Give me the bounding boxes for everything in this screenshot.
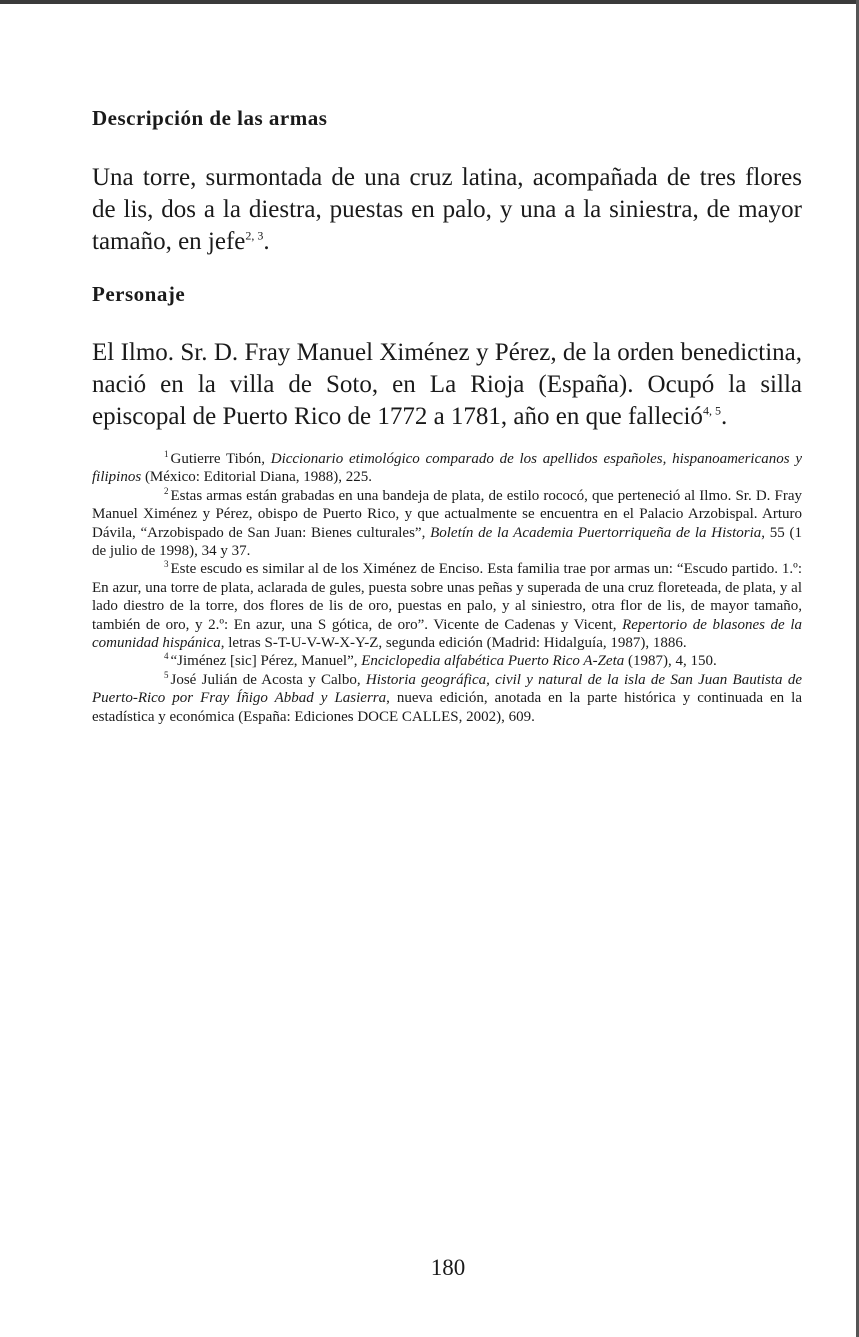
footnote-5 bbox=[92, 671, 802, 726]
footnote-number: 5 bbox=[164, 669, 169, 680]
footnote-text: (1987), 4, 150. bbox=[624, 653, 717, 670]
footnote-text: Este escudo es similar al de los Ximénez de Enciso. Esta familia trae por armas un: “Escudo partido. 1.º: En azur, una torre de plata, aclarada de gules, puesta sobre unas peñas y superada de una cruz floreteada, de plata, y al lado diestro de la torre, dos flores de lis de oro, puestas en palo, y al siniestro, otra flor de lis, de mayor tamaño, también de oro, y 2.º: En azur, una S gótica, de oro”. Vicente de Cadenas y Vicent, bbox=[92, 561, 802, 633]
footnote-number: 3 bbox=[164, 559, 169, 570]
footnote-number: 4 bbox=[164, 651, 169, 662]
description-text: Una torre, surmontada de una cruz latina, acompañada de tres flores de lis, dos a la diestra, puestas en palo, y una a la siniestra, de mayor tamaño, en jefe bbox=[92, 164, 802, 255]
footnote-text: , nueva edición, anotada en la parte histórica y continuada en la estadística y económica (España: Ediciones DOCE CALLES, 2002), 609. bbox=[92, 690, 802, 725]
period: . bbox=[720, 403, 728, 430]
footnote-number: 2 bbox=[164, 485, 169, 496]
footnote-3 bbox=[92, 560, 802, 652]
footnote-text: José Julián de Acosta y Calbo, bbox=[170, 671, 366, 688]
section-heading-personaje: Personaje bbox=[92, 282, 186, 306]
footnote-text: , letras S-T-U-V-W-X-Y-Z, segunda edición (Madrid: Hidalguía, 1987), 1886. bbox=[220, 635, 687, 652]
footnote-ref[interactable]: 2, 3 bbox=[245, 228, 264, 243]
footnote-title: Enciclopedia alfabética Puerto Rico A-Zeta bbox=[361, 653, 625, 670]
personaje-text: El Ilmo. Sr. D. Fray Manuel Ximénez y Pérez, de la orden benedictina, nació en la villa de Soto, en La Rioja (España). Ocupó la silla episcopal de Puerto Rico de 1772 a 1781, año en que falleció bbox=[92, 339, 802, 430]
page-number: 180 bbox=[430, 1255, 466, 1280]
footnote-text: Gutierre Tibón, bbox=[170, 451, 271, 467]
description-paragraph bbox=[92, 162, 802, 258]
footnotes bbox=[92, 450, 802, 726]
footnote-text: (México: Editorial Diana, 1988), 225. bbox=[141, 469, 372, 486]
footnote-ref[interactable]: 4, 5 bbox=[702, 403, 721, 418]
period: . bbox=[263, 228, 270, 255]
top-edge-rule bbox=[0, 0, 859, 4]
footnote-text: Estas armas están grabadas en una bandeja de plata, de estilo rococó, que perteneció al Ilmo. Sr. D. Fray Manuel Ximénez y Pérez, obispo de Puerto Rico, y que actualmente se encuentra en el Palacio Arzobispal. Arturo Dávila, “Arzobispado de San Juan: Bienes culturales”, bbox=[92, 487, 802, 541]
footnote-2 bbox=[92, 487, 802, 561]
personaje-paragraph bbox=[92, 337, 802, 433]
footnote-text: , 55 (1 de julio de 1998), 34 y 37. bbox=[92, 524, 803, 560]
footnote-title: Boletín de la Academia Puertorriqueña de la Historia bbox=[430, 524, 762, 541]
footnote-title: Diccionario etimológico comparado de los apellidos españoles, hispanoamericanos y filipinos bbox=[92, 451, 802, 486]
footnote-1 bbox=[92, 450, 802, 487]
footnote-title: Historia geográfica, civil y natural de la isla de San Juan Bautista de Puerto-Rico por Fray Íñigo Abbad y Lasierra bbox=[92, 671, 802, 707]
footnote-4 bbox=[92, 652, 802, 670]
section-heading-description: Descripción de las armas bbox=[92, 106, 328, 130]
footnote-text: “Jiménez [sic] Pérez, Manuel”, bbox=[170, 653, 362, 670]
footnote-title: Repertorio de blasones de la comunidad hispánica bbox=[92, 616, 802, 652]
footnote-number: 1 bbox=[164, 449, 169, 459]
